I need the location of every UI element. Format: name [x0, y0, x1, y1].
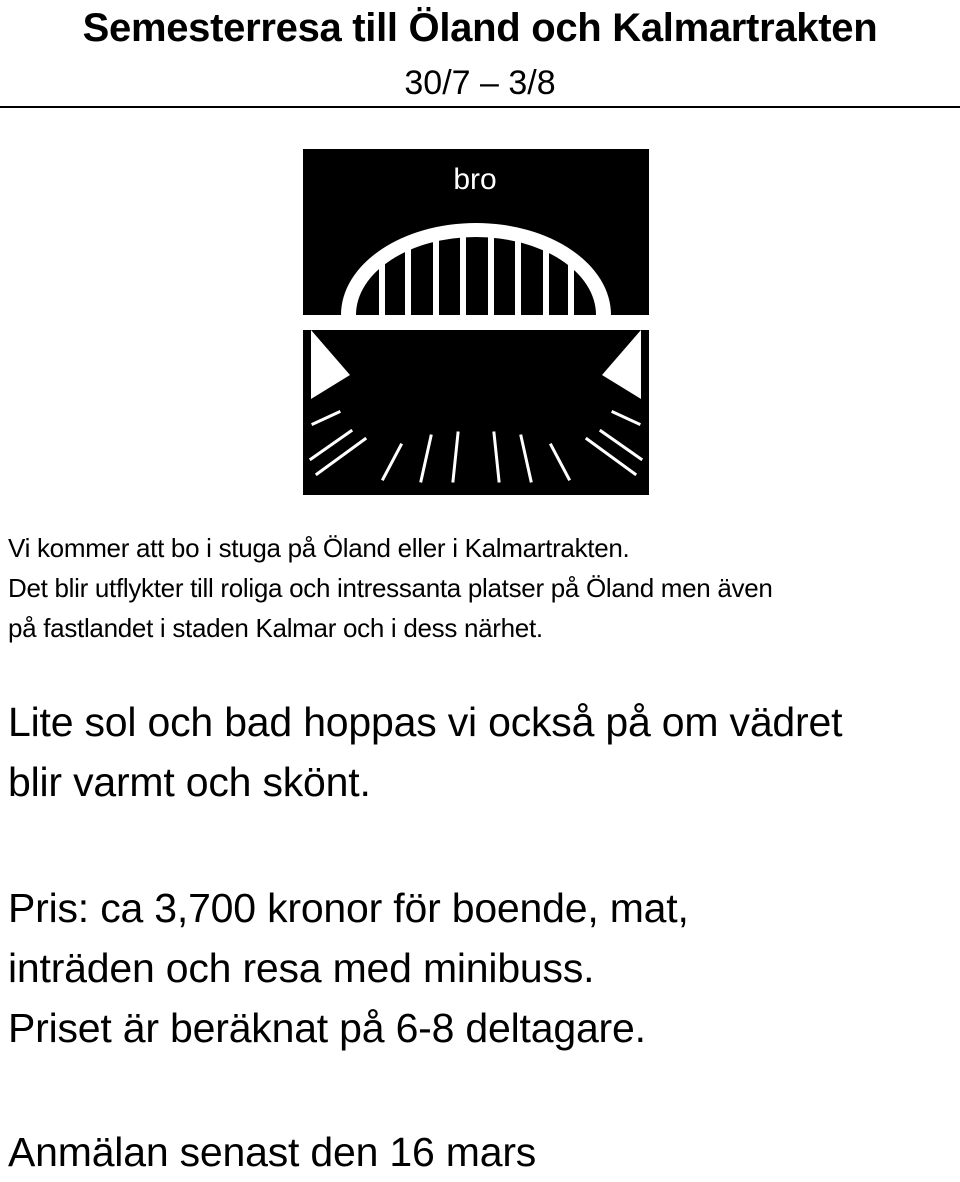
sun-line: Lite sol och bad hoppas vi också på om vädret — [8, 699, 843, 745]
price-line: Pris: ca 3,700 kronor för boende, mat, — [8, 885, 689, 931]
bridge-sign — [303, 149, 649, 495]
registration-deadline: Anmälan senast den 16 mars — [8, 1129, 537, 1175]
sign-label: bro — [453, 163, 497, 196]
sun-line: blir varmt och skönt. — [8, 759, 371, 805]
bridge-icon — [303, 149, 649, 495]
intro-line: Vi kommer att bo i stuga på Öland eller i Kalmartrakten. — [8, 533, 630, 563]
price-paragraph — [8, 878, 958, 1058]
intro-paragraph — [8, 528, 958, 648]
trip-dates: 30/7 – 3/8 — [404, 64, 556, 102]
title-divider — [0, 106, 960, 108]
intro-line: på fastlandet i staden Kalmar och i dess närhet. — [8, 613, 543, 643]
price-line: inträden och resa med minibuss. — [8, 945, 595, 991]
price-line: Priset är beräknat på 6-8 deltagare. — [8, 1005, 646, 1051]
page-title: Semesterresa till Öland och Kalmartrakten — [82, 6, 878, 50]
intro-line: Det blir utflykter till roliga och intressanta platser på Öland men även — [8, 573, 773, 603]
sun-paragraph — [8, 692, 958, 812]
